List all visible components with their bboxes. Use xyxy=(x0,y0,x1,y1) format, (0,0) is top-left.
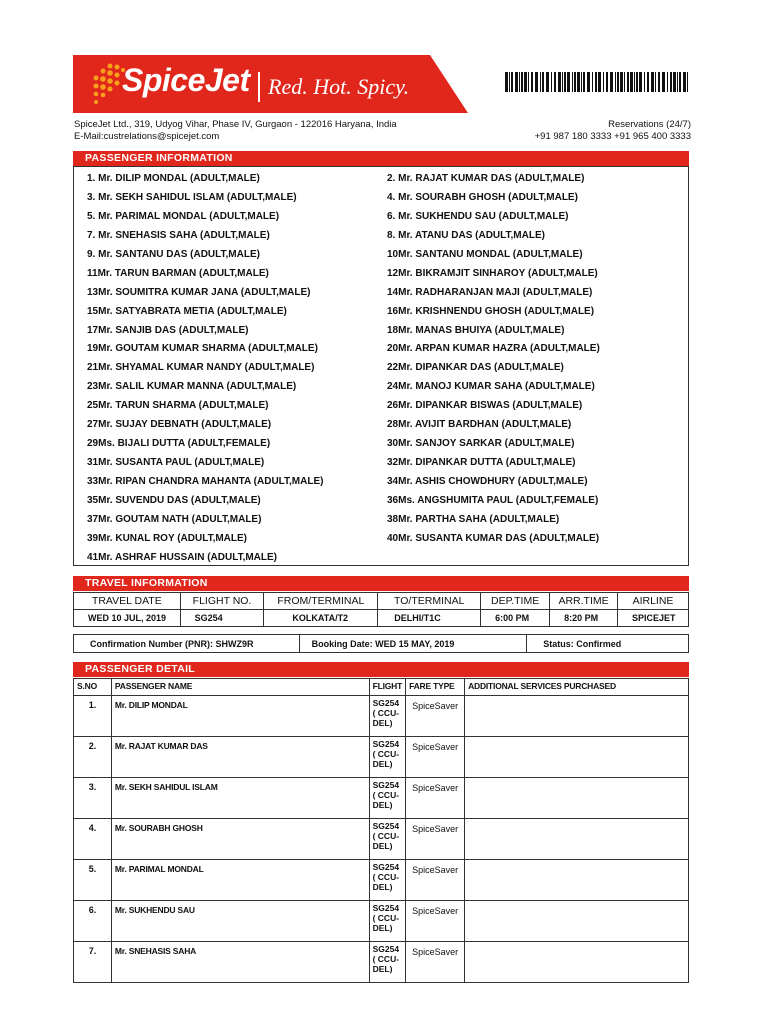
fare-type: SpiceSaver xyxy=(406,737,465,778)
flight-route: SG254 ( CCU- DEL) xyxy=(369,942,406,983)
passenger-item: 2. Mr. RAJAT KUMAR DAS (ADULT,MALE) xyxy=(387,173,585,184)
travel-header-cell: FROM/TERMINAL xyxy=(264,593,378,610)
passenger-item: 8. Mr. ATANU DAS (ADULT,MALE) xyxy=(387,229,545,241)
booking-status: Status: Confirmed xyxy=(527,635,689,653)
passenger-item: 40Mr. SUSANTA KUMAR DAS (ADULT,MALE) xyxy=(387,532,600,544)
serial-number: 1. xyxy=(74,696,112,737)
reservations-phones: +91 987 180 3333 +91 965 400 3333 xyxy=(534,131,691,142)
passenger-item: 38Mr. PARTHA SAHA (ADULT,MALE) xyxy=(387,513,560,525)
passenger-name: Mr. SUKHENDU SAU xyxy=(111,901,369,942)
passenger-item: 23Mr. SALIL KUMAR MANNA (ADULT,MALE) xyxy=(87,381,297,393)
passenger-detail-row xyxy=(74,819,689,860)
to-terminal: DELHI/T1C xyxy=(378,610,481,627)
passenger-column-right xyxy=(387,170,600,549)
passenger-item: 7. Mr. SNEHASIS SAHA (ADULT,MALE) xyxy=(87,229,270,241)
passenger-item: 21Mr. SHYAMAL KUMAR NANDY (ADULT,MALE) xyxy=(87,362,315,374)
passenger-item: 28Mr. AVIJIT BARDHAN (ADULT,MALE) xyxy=(387,419,572,431)
additional-services xyxy=(465,778,689,819)
passenger-detail-row xyxy=(74,696,689,737)
reservations-label: Reservations (24/7) xyxy=(608,119,691,130)
passenger-item: 22Mr. DIPANKAR DAS (ADULT,MALE) xyxy=(387,362,564,374)
detail-header-row xyxy=(74,679,689,696)
detail-header-cell: FARE TYPE xyxy=(406,679,465,696)
additional-services xyxy=(465,696,689,737)
serial-number: 4. xyxy=(74,819,112,860)
passenger-name: Mr. SNEHASIS SAHA xyxy=(111,942,369,983)
passenger-item: 5. Mr. PARIMAL MONDAL (ADULT,MALE) xyxy=(87,210,280,222)
passenger-item: 25Mr. TARUN SHARMA (ADULT,MALE) xyxy=(87,400,269,412)
airline: SPICEJET xyxy=(618,610,689,627)
detail-header-cell: FLIGHT xyxy=(369,679,406,696)
travel-header-cell: ARR.TIME xyxy=(550,593,618,610)
travel-header-cell: AIRLINE xyxy=(618,593,689,610)
flight-route: SG254 ( CCU- DEL) xyxy=(369,778,406,819)
passenger-item: 13Mr. SOUMITRA KUMAR JANA (ADULT,MALE) xyxy=(87,286,311,298)
passenger-item: 9. Mr. SANTANU DAS (ADULT,MALE) xyxy=(87,248,260,260)
passenger-item: 17Mr. SANJIB DAS (ADULT,MALE) xyxy=(87,324,249,336)
passenger-item: 16Mr. KRISHNENDU GHOSH (ADULT,MALE) xyxy=(387,305,595,317)
passenger-item: 18Mr. MANAS BHUIYA (ADULT,MALE) xyxy=(387,324,565,336)
passenger-column-left xyxy=(87,170,323,568)
serial-number: 5. xyxy=(74,860,112,901)
serial-number: 6. xyxy=(74,901,112,942)
fare-type: SpiceSaver xyxy=(406,778,465,819)
passenger-item: 24Mr. MANOJ KUMAR SAHA (ADULT,MALE) xyxy=(387,381,595,393)
from-terminal: KOLKATA/T2 xyxy=(264,610,378,627)
passenger-item: 29Ms. BIJALI DUTTA (ADULT,FEMALE) xyxy=(87,438,271,450)
passenger-item: 36Ms. ANGSHUMITA PAUL (ADULT,FEMALE) xyxy=(387,494,599,506)
passenger-item: 12Mr. BIKRAMJIT SINHAROY (ADULT,MALE) xyxy=(387,267,598,279)
serial-number: 7. xyxy=(74,942,112,983)
passenger-item: 1. Mr. DILIP MONDAL (ADULT,MALE) xyxy=(87,173,260,184)
passenger-detail-row xyxy=(74,737,689,778)
additional-services xyxy=(465,942,689,983)
passenger-item: 32Mr. DIPANKAR DUTTA (ADULT,MALE) xyxy=(387,457,576,469)
additional-services xyxy=(465,901,689,942)
passenger-item: 30Mr. SANJOY SARKAR (ADULT,MALE) xyxy=(387,438,575,450)
passenger-detail-row xyxy=(74,860,689,901)
additional-services xyxy=(465,819,689,860)
passenger-item: 35Mr. SUVENDU DAS (ADULT,MALE) xyxy=(87,494,261,506)
fare-type: SpiceSaver xyxy=(406,942,465,983)
passenger-item: 10Mr. SANTANU MONDAL (ADULT,MALE) xyxy=(387,248,583,260)
flight-route: SG254 ( CCU- DEL) xyxy=(369,901,406,942)
address-line: SpiceJet Ltd., 319, Udyog Vihar, Phase IV, Gurgaon - 122016 Haryana, India xyxy=(74,119,397,130)
passenger-item: 20Mr. ARPAN KUMAR HAZRA (ADULT,MALE) xyxy=(387,343,600,355)
brand-divider xyxy=(258,72,260,102)
travel-date: WED 10 JUL, 2019 xyxy=(74,610,181,627)
passenger-name: Mr. DILIP MONDAL xyxy=(111,696,369,737)
passenger-item: 39Mr. KUNAL ROY (ADULT,MALE) xyxy=(87,532,248,544)
flight-route: SG254 ( CCU- DEL) xyxy=(369,737,406,778)
serial-number: 2. xyxy=(74,737,112,778)
flight-route: SG254 ( CCU- DEL) xyxy=(369,819,406,860)
detail-header-cell: S.NO xyxy=(74,679,112,696)
fare-type: SpiceSaver xyxy=(406,819,465,860)
fare-type: SpiceSaver xyxy=(406,696,465,737)
passenger-item: 19Mr. GOUTAM KUMAR SHARMA (ADULT,MALE) xyxy=(87,343,318,355)
travel-header-cell: FLIGHT NO. xyxy=(180,593,264,610)
pnr-number: Confirmation Number (PNR): SHWZ9R xyxy=(74,635,300,653)
passenger-item: 37Mr. GOUTAM NATH (ADULT,MALE) xyxy=(87,513,262,525)
travel-header-row xyxy=(74,593,689,610)
travel-info-header: TRAVEL INFORMATION xyxy=(73,576,689,591)
email-line: E-Mail:custrelations@spicejet.com xyxy=(74,131,220,142)
passenger-item: 14Mr. RADHARANJAN MAJI (ADULT,MALE) xyxy=(387,286,593,298)
company-address xyxy=(74,119,397,143)
passenger-name: Mr. PARIMAL MONDAL xyxy=(111,860,369,901)
passenger-item: 41Mr. ASHRAF HUSSAIN (ADULT,MALE) xyxy=(87,551,278,563)
passenger-detail-row xyxy=(74,942,689,983)
passenger-item: 27Mr. SUJAY DEBNATH (ADULT,MALE) xyxy=(87,419,272,431)
detail-header-cell: ADDITIONAL SERVICES PURCHASED xyxy=(465,679,689,696)
flight-number: SG254 xyxy=(180,610,264,627)
detail-header-cell: PASSENGER NAME xyxy=(111,679,369,696)
passenger-info-header: PASSENGER INFORMATION xyxy=(73,151,689,166)
passenger-detail-row xyxy=(74,901,689,942)
passenger-item: 6. Mr. SUKHENDU SAU (ADULT,MALE) xyxy=(387,210,569,222)
fare-type: SpiceSaver xyxy=(406,860,465,901)
travel-header-cell: TO/TERMINAL xyxy=(378,593,481,610)
passenger-detail-header: PASSENGER DETAIL xyxy=(73,662,689,677)
passenger-item: 31Mr. SUSANTA PAUL (ADULT,MALE) xyxy=(87,457,265,469)
passenger-name: Mr. SEKH SAHIDUL ISLAM xyxy=(111,778,369,819)
departure-time: 6:00 PM xyxy=(481,610,550,627)
arrival-time: 8:20 PM xyxy=(550,610,618,627)
passenger-detail-row xyxy=(74,778,689,819)
brand-tagline: Red. Hot. Spicy. xyxy=(268,74,410,99)
travel-header-cell: TRAVEL DATE xyxy=(74,593,181,610)
passenger-item: 26Mr. DIPANKAR BISWAS (ADULT,MALE) xyxy=(387,400,583,412)
travel-value-row xyxy=(74,610,689,627)
booking-date: Booking Date: WED 15 MAY, 2019 xyxy=(299,635,527,653)
flight-route: SG254 ( CCU- DEL) xyxy=(369,696,406,737)
passenger-item: 15Mr. SATYABRATA METIA (ADULT,MALE) xyxy=(87,305,287,317)
additional-services xyxy=(465,860,689,901)
travel-info-table xyxy=(73,592,689,627)
flight-route: SG254 ( CCU- DEL) xyxy=(369,860,406,901)
brand-name: SpiceJet xyxy=(122,62,250,98)
passenger-name: Mr. SOURABH GHOSH xyxy=(111,819,369,860)
passenger-item: 11Mr. TARUN BARMAN (ADULT,MALE) xyxy=(87,267,269,279)
travel-header-cell: DEP.TIME xyxy=(481,593,550,610)
passenger-name: Mr. RAJAT KUMAR DAS xyxy=(111,737,369,778)
fare-type: SpiceSaver xyxy=(406,901,465,942)
passenger-item: 34Mr. ASHIS CHOWDHURY (ADULT,MALE) xyxy=(387,476,588,487)
passenger-detail-table xyxy=(73,678,689,983)
passenger-item: 3. Mr. SEKH SAHIDUL ISLAM (ADULT,MALE) xyxy=(87,191,297,203)
passenger-item: 33Mr. RIPAN CHANDRA MAHANTA (ADULT,MALE) xyxy=(87,476,324,487)
passenger-info-list xyxy=(73,166,689,566)
reservations-info xyxy=(535,119,691,143)
serial-number: 3. xyxy=(74,778,112,819)
passenger-item: 4. Mr. SOURABH GHOSH (ADULT,MALE) xyxy=(387,191,578,203)
additional-services xyxy=(465,737,689,778)
booking-row xyxy=(74,635,689,653)
spicejet-logo-icon xyxy=(90,62,126,106)
booking-info-table xyxy=(73,634,689,653)
barcode-icon xyxy=(505,72,690,92)
